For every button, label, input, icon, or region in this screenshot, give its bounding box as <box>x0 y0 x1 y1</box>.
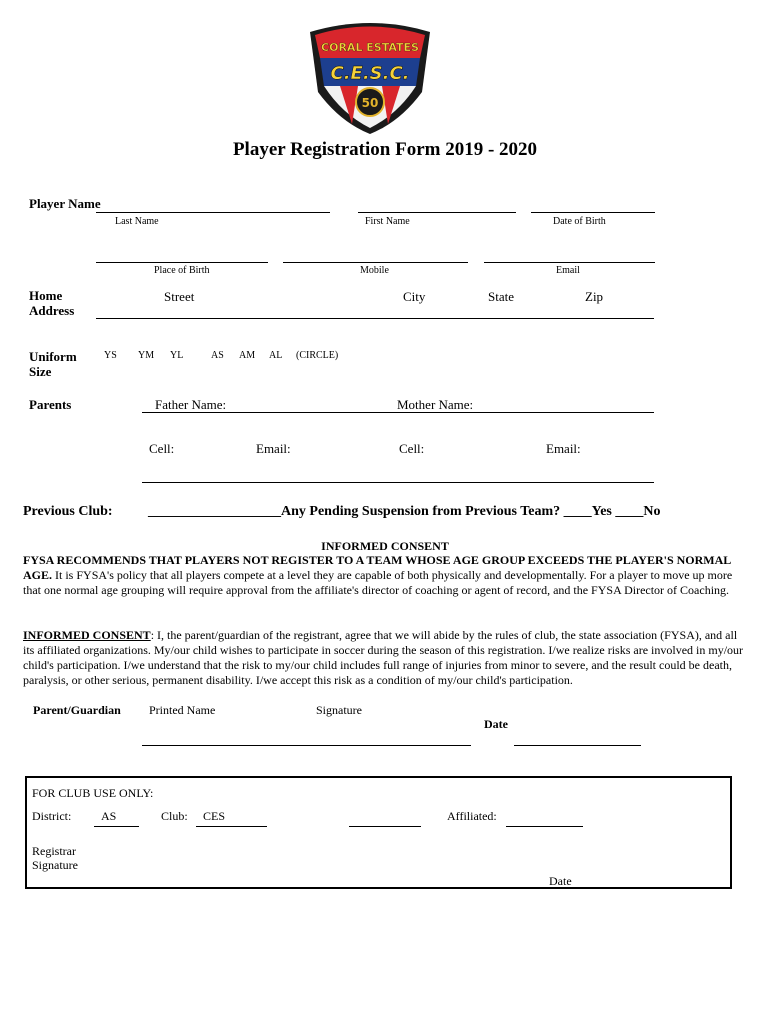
place-of-birth-caption: Place of Birth <box>154 265 210 276</box>
district-value[interactable]: AS <box>101 809 117 823</box>
club-logo <box>300 14 440 136</box>
club-use-title: FOR CLUB USE ONLY: <box>32 786 154 800</box>
registrar-signature-label-line1: Registrar <box>32 844 76 858</box>
previous-club-label: Previous Club: <box>23 504 113 519</box>
place-of-birth-field[interactable] <box>96 262 268 263</box>
fysa-recommendation-text: It is FYSA's policy that all players compete at a level they are capable of both physically and developmentally. For a player to move up more that one normal age grouping will require approval from the affiliate's director of coaching or agent of record, and the FYSA Director of Coaching. <box>23 568 733 597</box>
uniform-size-label-line2: Size <box>29 364 52 379</box>
signature-date-field[interactable] <box>514 745 641 746</box>
zip-caption: Zip <box>585 289 604 304</box>
uniform-size-label-line1: Uniform <box>29 349 77 364</box>
district-field[interactable] <box>94 826 139 827</box>
logo-banner-text: CORAL ESTATES <box>321 41 419 54</box>
mother-cell-caption: Cell: <box>399 441 425 456</box>
informed-consent-label: INFORMED CONSENT <box>23 628 151 642</box>
father-email-caption: Email: <box>256 441 291 456</box>
club-value[interactable]: CES <box>203 809 226 823</box>
fysa-recommendation-bold: FYSA RECOMMENDS THAT PLAYERS NOT REGISTER TO A TEAM WHOSE AGE GROUP EXCEEDS THE PLAYER'S NORMAL AGE. <box>23 553 731 582</box>
last-name-caption: Last Name <box>115 216 159 227</box>
date-of-birth-field[interactable] <box>531 212 655 213</box>
extra-field[interactable] <box>349 826 421 827</box>
last-name-field[interactable] <box>96 212 330 213</box>
informed-consent-paragraph <box>23 628 748 688</box>
mother-name-caption: Mother Name: <box>397 397 474 412</box>
email-caption: Email <box>556 265 580 276</box>
mobile-caption: Mobile <box>360 265 389 276</box>
size-option-ys[interactable]: YS <box>104 350 117 361</box>
date-of-birth-caption: Date of Birth <box>553 216 606 227</box>
circle-instruction: (CIRCLE) <box>296 350 339 361</box>
fysa-recommendation-paragraph <box>23 553 748 598</box>
player-name-label: Player Name <box>29 196 101 211</box>
size-option-al[interactable]: AL <box>269 350 283 361</box>
state-caption: State <box>488 289 514 304</box>
size-option-am[interactable]: AM <box>239 350 256 361</box>
father-cell-caption: Cell: <box>149 441 175 456</box>
parents-label: Parents <box>29 397 72 412</box>
registrar-date-caption: Date <box>549 874 572 888</box>
email-field[interactable] <box>484 262 655 263</box>
parent-names-field[interactable] <box>142 412 654 413</box>
first-name-caption: First Name <box>365 216 410 227</box>
home-address-field[interactable] <box>96 318 654 319</box>
club-field[interactable] <box>196 826 267 827</box>
club-label: Club: <box>161 809 188 823</box>
mother-email-caption: Email: <box>546 441 581 456</box>
logo-badge: 50 <box>361 96 379 110</box>
district-label: District: <box>32 809 72 823</box>
printed-name-signature-field[interactable] <box>142 745 471 746</box>
city-caption: City <box>403 289 426 304</box>
form-title: Player Registration Form 2019 - 2020 <box>232 139 538 160</box>
logo-initials: C.E.S.C. <box>330 63 410 84</box>
home-address-label-line2: Address <box>29 303 75 318</box>
informed-consent-text: : I, the parent/guardian of the registrant, agree that we will abide by the rules of club, the state association (FYSA), and all its affiliated organizations. My/our child wishes to participate in soccer during the season of this registration. I/we realize risks are involved in my/our child's participation. I/we understand that the risk to my/our child includes full range of injuries from minor to severe, and the result could be death, paralysis, or other serious, permanent disability. I/we accept this risk as a condition of my/our child's participation. <box>23 628 744 687</box>
parent-guardian-label: Parent/Guardian <box>33 703 121 717</box>
home-address-label-line1: Home <box>29 288 63 303</box>
parent-contacts-field[interactable] <box>142 482 654 483</box>
size-option-ym[interactable]: YM <box>138 350 155 361</box>
size-option-yl[interactable]: YL <box>170 350 184 361</box>
street-caption: Street <box>164 289 195 304</box>
pending-suspension-question: ___________________Any Pending Suspension from Previous Team? ____Yes ____No <box>148 504 661 519</box>
registrar-signature-label-line2: Signature <box>32 858 78 872</box>
mobile-field[interactable] <box>283 262 468 263</box>
first-name-field[interactable] <box>358 212 516 213</box>
father-name-caption: Father Name: <box>155 397 227 412</box>
signature-caption: Signature <box>316 703 362 717</box>
signature-date-caption: Date <box>484 717 508 731</box>
size-option-as[interactable]: AS <box>211 350 224 361</box>
printed-name-caption: Printed Name <box>149 703 216 717</box>
consent-heading: INFORMED CONSENT <box>321 539 449 553</box>
affiliated-label: Affiliated: <box>447 809 497 823</box>
affiliated-field[interactable] <box>506 826 583 827</box>
shield-crest <box>300 14 440 136</box>
